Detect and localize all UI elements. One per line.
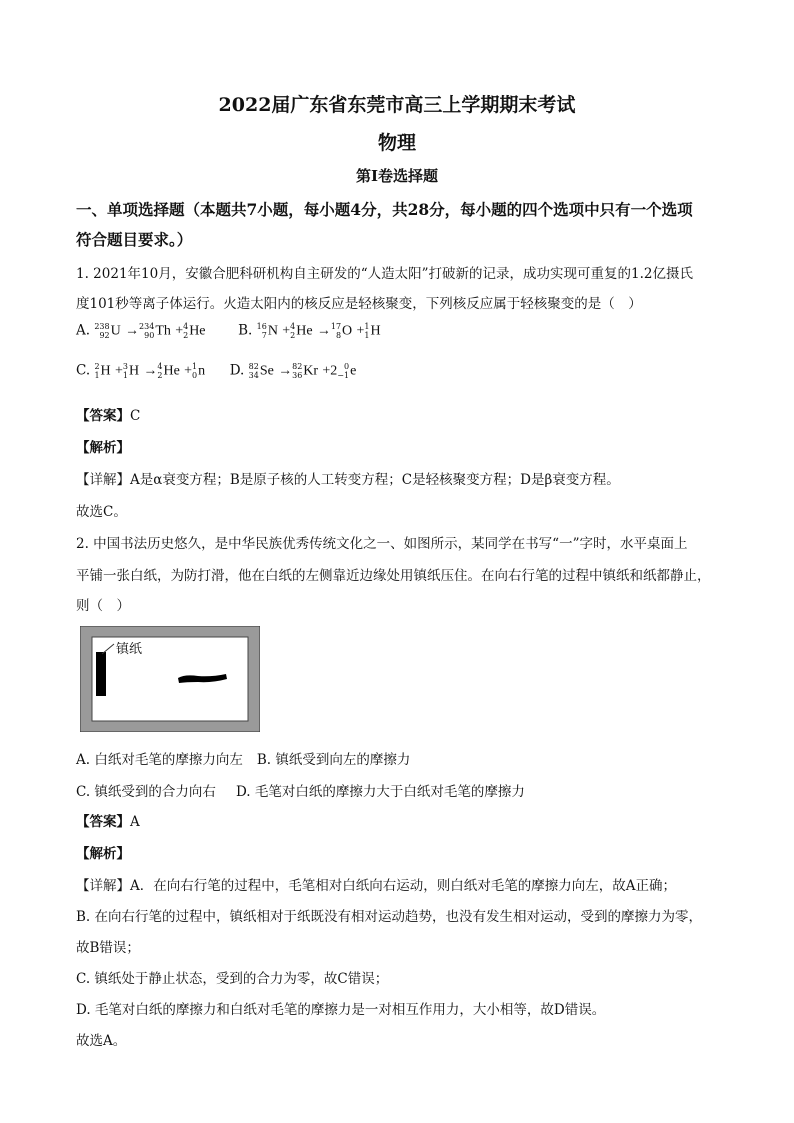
q2-detail-line1	[76, 874, 676, 894]
q1-stem-line1: 1. 2021年10月，安徽合肥科研机构自主研发的“人造太阳”打破新的记录，成功实现可重复的1.2亿摄氏	[76, 266, 693, 282]
q1-option-c-label: C.	[76, 362, 91, 379]
q1-options-row2	[76, 362, 356, 380]
q2-options-row1	[76, 748, 410, 768]
q2-option-d: D. 毛笔对白纸的摩擦力大于白纸对毛笔的摩擦力	[235, 784, 525, 800]
q2-answer-label: 【答案】	[76, 814, 130, 830]
q2-detail-line5: D. 毛笔对白纸的摩擦力和白纸对毛笔的摩擦力是一对相互作用力，大小相等，故D错误。	[76, 1002, 606, 1018]
q1-answer-value: C	[130, 408, 141, 424]
q2-detail-text-1: A．在向右行笔的过程中，毛笔相对白纸向右运动，则白纸对毛笔的摩擦力向左，故A正确；	[130, 878, 676, 894]
q2-stem-line1: 2. 中国书法历史悠久，是中华民族优秀传统文化之一、如图所示，某同学在书写“一”字时，水平桌面上	[76, 536, 688, 552]
q2-stem-line3: 则（ ）	[76, 598, 130, 614]
q1-stem-line2: 度101秒等离子体运行。火造太阳内的核反应是轻核聚变，下列核反应属于轻核聚变的是（ ）	[76, 296, 642, 312]
q2-option-a: A. 白纸对毛笔的摩擦力向左	[76, 752, 243, 768]
q2-answer-line	[76, 810, 140, 830]
q1-option-b-equation: 16 7 N + 4 2 He → 17 8 O + 1 1 H	[256, 322, 381, 340]
q1-option-c-equation: 2 1 H + 3 1 H → 4 2 He + 1 0 n	[94, 362, 206, 380]
q1-option-d-equation: 82 34 Se → 82 36 Kr +2 0 −1 e	[248, 362, 357, 380]
q1-option-b-label: B.	[238, 322, 253, 339]
q1-detail-label: 【详解】	[76, 472, 130, 488]
subject-title: 物理	[377, 132, 416, 154]
q1-detail-line	[76, 468, 620, 488]
q2-detail-label: 【详解】	[76, 878, 130, 894]
paperweight-block	[96, 652, 106, 696]
q1-option-a-label: A.	[76, 322, 91, 339]
paperweight-figure	[80, 626, 260, 732]
q2-option-c: C. 镇纸受到的合力向右	[76, 784, 216, 800]
figure-label-paperweight: 镇纸	[116, 642, 143, 657]
q1-answer-label: 【答案】	[76, 408, 130, 424]
section-heading-line1: 一、单项选择题（本题共7小题，每小题4分，共28分，每小题的四个选项中只有一个选项	[76, 200, 693, 219]
q2-options-row2	[76, 780, 525, 800]
q2-conclusion: 故选A。	[76, 1033, 127, 1049]
q2-answer-value: A	[130, 814, 140, 830]
section-heading-line2: 符合题目要求。）	[76, 230, 193, 249]
q2-detail-line2: B. 在向右行笔的过程中，镇纸相对于纸既没有相对运动趋势，也没有发生相对运动，受到的摩擦力为零，	[76, 909, 703, 925]
q2-analysis-label: 【解析】	[76, 846, 130, 862]
part-title: 第Ⅰ卷选择题	[355, 167, 439, 185]
q1-answer-line	[76, 404, 140, 424]
q1-analysis-label: 【解析】	[76, 440, 130, 456]
q1-options-row1	[76, 322, 381, 340]
q1-option-d-label: D.	[229, 362, 245, 379]
q2-option-b: B. 镇纸受到向左的摩擦力	[256, 752, 411, 768]
q2-detail-line4: C. 镇纸处于静止状态，受到的合力为零，故C错误；	[76, 971, 389, 987]
q1-option-a-equation: 238 92 U → 234 90 Th + 4 2 He	[94, 322, 206, 340]
q2-detail-line3: 故B错误；	[76, 940, 140, 956]
q1-conclusion: 故选C。	[76, 504, 127, 520]
q2-stem-line2: 平铺一张白纸，为防打滑，他在白纸的左侧靠近边缘处用镇纸压住。在向右行笔的过程中镇纸和纸都静止，	[76, 568, 711, 584]
q1-detail-text: A是α衰变方程；B是原子核的人工转变方程；C是轻核聚变方程；D是β衰变方程。	[130, 472, 620, 488]
exam-title: 2022届广东省东莞市高三上学期期末考试	[218, 94, 576, 116]
